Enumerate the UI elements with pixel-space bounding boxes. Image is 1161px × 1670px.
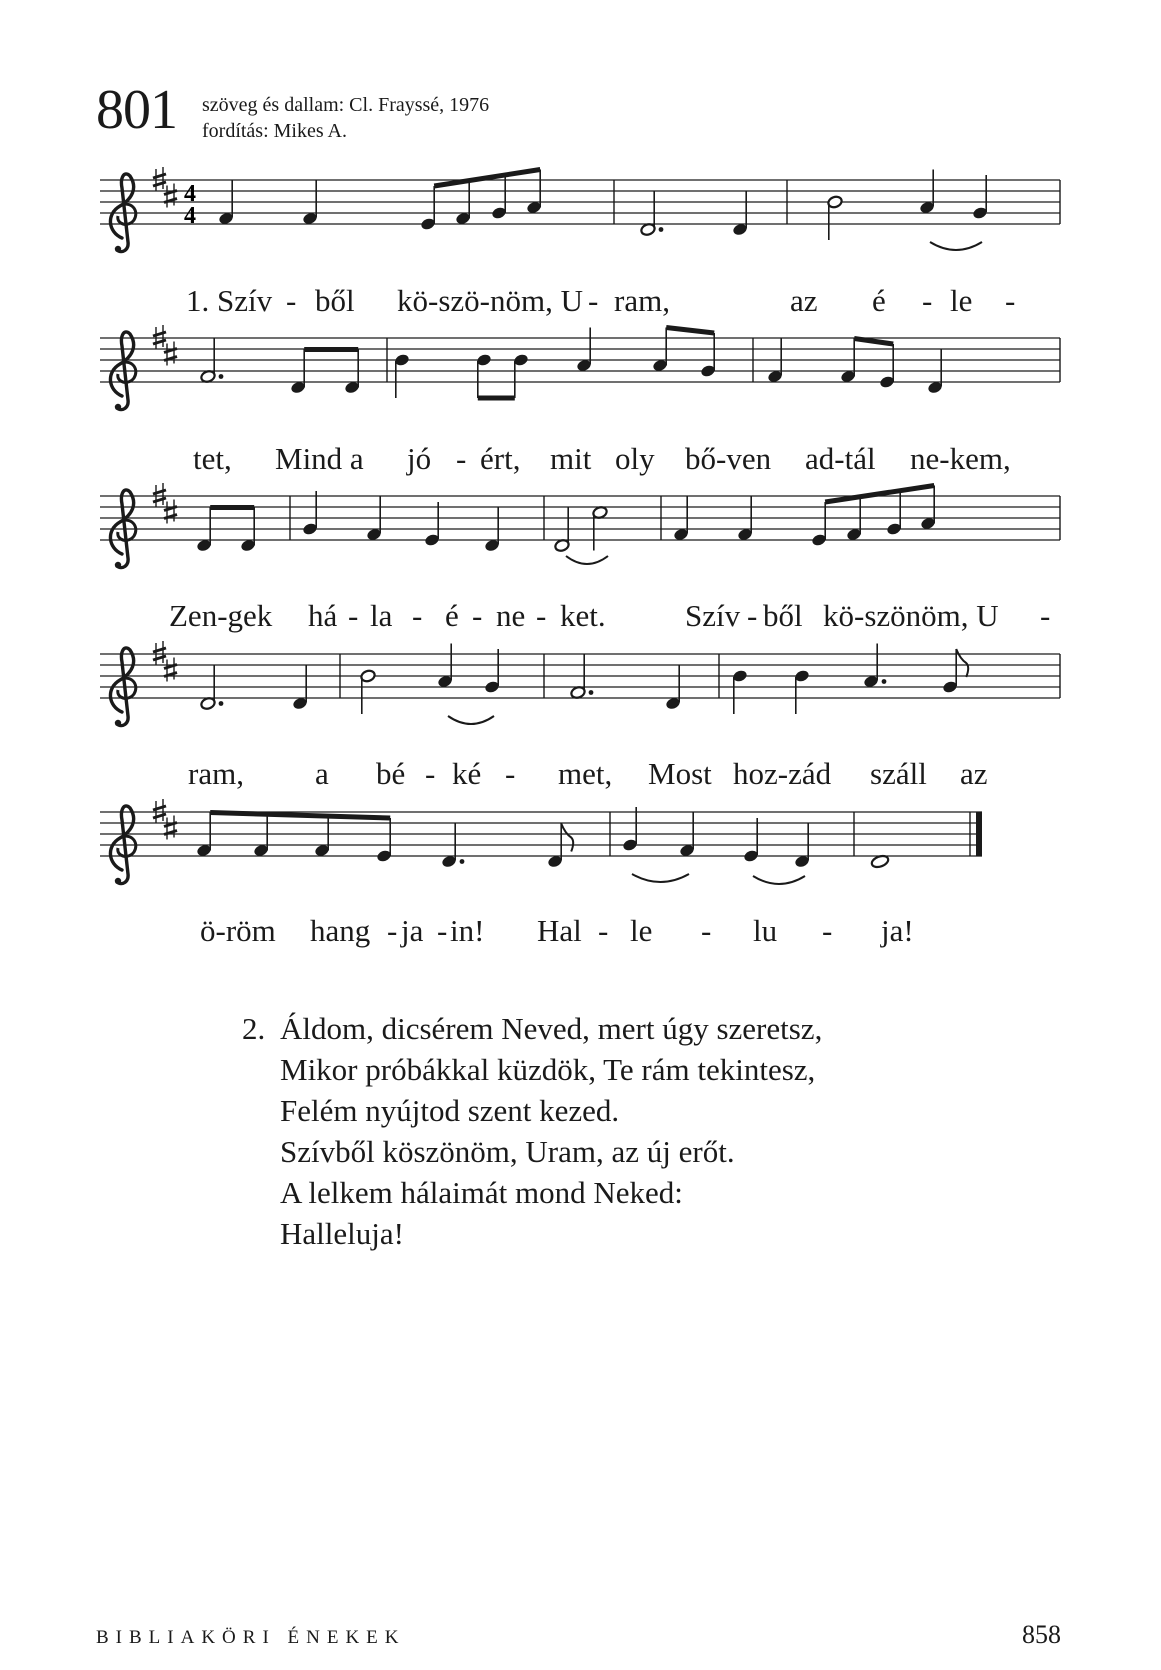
- slur: [930, 242, 982, 250]
- stanza-2: [242, 1008, 822, 1254]
- note-D4: [794, 824, 810, 869]
- note-F4: [673, 497, 689, 542]
- note-C5: [592, 505, 608, 550]
- lyric-syllable: ja: [401, 913, 424, 948]
- lyric-syllable: é: [872, 283, 886, 318]
- note-F4: [302, 181, 318, 226]
- note-A4: [863, 644, 886, 689]
- staff: [100, 466, 1060, 576]
- note-G4: [484, 649, 500, 694]
- staff: [100, 624, 1060, 734]
- credit-text-melody: szöveg és dallam: Cl. Frayssé, 1976: [202, 94, 490, 116]
- note-D4: [927, 350, 943, 395]
- lyric-syllable: Most: [648, 756, 712, 791]
- note-B4: [827, 195, 843, 240]
- lyric-syllable: -: [922, 283, 933, 318]
- staff: [100, 782, 1060, 892]
- lyric-syllable: Zen-gek: [169, 598, 273, 633]
- lyric-syllable: -: [536, 598, 547, 633]
- note-E4: [743, 818, 759, 863]
- note-D4: [665, 666, 681, 711]
- time-signature-bottom: 4: [184, 203, 196, 229]
- note-beam: [825, 486, 934, 541]
- note-G4: [972, 175, 988, 220]
- lyric-syllable: é: [445, 598, 459, 633]
- lyric-syllable: le: [630, 913, 653, 948]
- slur: [448, 716, 494, 724]
- lyric-syllable: ram,: [614, 283, 670, 318]
- lyric-syllable: kö-szönöm, U: [823, 598, 999, 633]
- lyric-syllable: -: [701, 913, 712, 948]
- lyric-syllable: jó: [407, 441, 432, 476]
- lyric-syllable: -: [822, 913, 833, 948]
- lyric-syllable: -: [472, 598, 483, 633]
- lyric-syllable: ad-tál: [805, 441, 876, 476]
- lyric-syllable: -: [505, 756, 516, 791]
- note-F4: [200, 339, 224, 384]
- music-system-3: [100, 496, 1060, 606]
- note-D4: [554, 508, 570, 553]
- lyric-syllable: az: [960, 756, 988, 791]
- sharp-sign: [164, 342, 177, 366]
- lyric-syllable: ké: [452, 756, 482, 791]
- note-B4: [394, 353, 410, 398]
- note-F4: [570, 655, 594, 700]
- note-G4: [622, 807, 638, 852]
- note-B4: [794, 669, 810, 714]
- lyric-syllable: ne-kem,: [910, 441, 1011, 476]
- lyric-syllable: in!: [450, 913, 485, 948]
- hymn-number: 801: [96, 79, 177, 141]
- stanza-line: Szívből köszönöm, Uram, az új erőt.: [280, 1134, 735, 1169]
- stanza-line: Felém nyújtod szent kezed.: [280, 1093, 620, 1128]
- lyric-syllable: kö-szö-nöm, U: [397, 283, 583, 318]
- sharp-sign: [164, 500, 177, 524]
- lyric-syllable: -: [425, 756, 436, 791]
- lyric-syllable: ram,: [188, 756, 244, 791]
- music-system-4: [100, 654, 1060, 764]
- lyric-syllable: le: [950, 283, 973, 318]
- music-system-5: [100, 812, 1060, 922]
- lyric-syllable: Mind a: [275, 441, 364, 476]
- staff: [100, 150, 1060, 260]
- slur: [753, 876, 805, 884]
- lyric-syllable: ö-röm: [200, 913, 276, 948]
- book-title: BIBLIAKÖRI ÉNEKEK: [96, 1627, 406, 1648]
- lyric-syllable: la: [370, 598, 393, 633]
- note-beam: [434, 170, 540, 225]
- sharp-sign: [153, 167, 166, 191]
- note-A4: [576, 328, 592, 373]
- note-A4: [437, 644, 453, 689]
- lyric-syllable: lu: [753, 913, 778, 948]
- lyric-syllable: ből: [763, 598, 803, 633]
- credit-translation: fordítás: Mikes A.: [202, 120, 347, 142]
- lyric-syllable: hoz-zád: [733, 756, 832, 791]
- lyric-syllable: -: [387, 913, 398, 948]
- page-number: 858: [1022, 1620, 1061, 1649]
- sharp-sign: [164, 816, 177, 840]
- lyric-syllable: az: [790, 283, 818, 318]
- lyric-syllable: oly: [615, 441, 655, 476]
- lyric-syllable: ből: [315, 283, 355, 318]
- lyric-syllable: bő-ven: [685, 441, 772, 476]
- lyric-syllable: -: [588, 283, 599, 318]
- note-E4: [424, 502, 440, 547]
- note-D4: [484, 508, 500, 553]
- note-B4: [513, 353, 529, 398]
- note-D4: [200, 666, 224, 711]
- lyric-syllable: ja!: [881, 913, 914, 948]
- sharp-sign: [153, 483, 166, 507]
- note-D4: [732, 192, 748, 237]
- note-B4: [476, 353, 492, 398]
- time-signature-top: 4: [184, 181, 196, 207]
- lyric-syllable: mit: [550, 441, 592, 476]
- lyric-syllable: -: [456, 441, 467, 476]
- lyric-syllable: Hal: [537, 913, 582, 948]
- lyric-syllable: -: [598, 913, 609, 948]
- lyric-syllable: -: [747, 598, 758, 633]
- note-G4: [302, 491, 318, 536]
- lyric-syllable: ne: [496, 598, 526, 633]
- note-A4: [919, 170, 935, 215]
- note-B4: [732, 669, 748, 714]
- note-D4: [640, 192, 663, 237]
- note-F4: [767, 339, 783, 384]
- stanza-line: Mikor próbákkal küzdök, Te rám tekintesz,: [280, 1052, 816, 1087]
- lyric-syllable: a: [315, 756, 329, 791]
- sharp-sign: [164, 658, 177, 682]
- note-D4: [547, 824, 573, 869]
- staff: [100, 308, 1060, 418]
- lyric-syllable: -: [1040, 598, 1051, 633]
- sharp-sign: [164, 184, 177, 208]
- lyric-syllable: Szív: [685, 598, 741, 633]
- sharp-sign: [153, 799, 166, 823]
- lyric-syllable: ket.: [560, 598, 606, 633]
- lyric-syllable: -: [348, 598, 359, 633]
- note-F4: [218, 181, 234, 226]
- lyric-syllable: száll: [870, 756, 927, 791]
- lyric-syllable: hang: [310, 913, 371, 948]
- note-D4: [441, 824, 465, 869]
- music-system-1: [100, 180, 1060, 290]
- lyric-syllable: bé: [376, 756, 406, 791]
- note-D4: [292, 666, 308, 711]
- slur: [632, 874, 689, 882]
- hymn-credits: [202, 92, 489, 144]
- note-B4: [360, 669, 376, 714]
- stanza-line: Halleluja!: [280, 1216, 404, 1251]
- note-F4: [366, 497, 382, 542]
- note-F4: [737, 497, 753, 542]
- lyric-syllable: -: [437, 913, 448, 948]
- stanza-line: Áldom, dicsérem Neved, mert úgy szeretsz,: [280, 1011, 823, 1046]
- note-F4: [679, 813, 695, 858]
- sharp-sign: [153, 325, 166, 349]
- final-barline: [976, 812, 982, 856]
- lyric-syllable: ért,: [480, 441, 521, 476]
- music-system-2: [100, 338, 1060, 448]
- lyric-syllable: -: [286, 283, 297, 318]
- stanza-line: A lelkem hálaimát mond Neked:: [280, 1175, 683, 1210]
- lyric-syllable: -: [1005, 283, 1016, 318]
- stanza-number: 2.: [242, 1011, 266, 1046]
- lyric-syllable: met,: [558, 756, 613, 791]
- sharp-sign: [153, 641, 166, 665]
- lyric-syllable: -: [412, 598, 423, 633]
- lyric-syllable: há: [308, 598, 338, 633]
- lyric-syllable: 1. Szív: [186, 283, 273, 318]
- slur: [566, 556, 608, 564]
- lyric-syllable: tet,: [193, 441, 232, 476]
